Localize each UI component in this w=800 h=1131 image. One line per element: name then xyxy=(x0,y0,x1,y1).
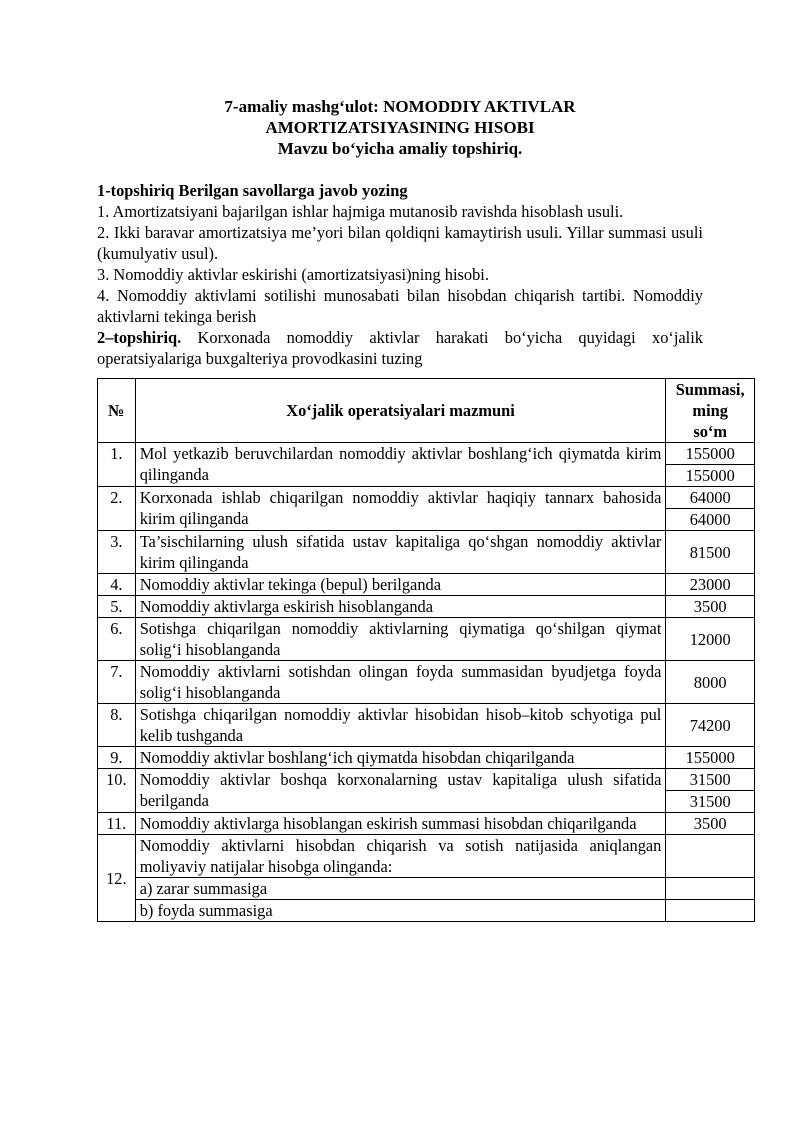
row-sum-credit: 31500 xyxy=(666,790,754,812)
table-row xyxy=(98,596,755,618)
task1-item-2: 2. Ikki baravar amortizatsiya me’yori bilan qoldiqni kamaytirish usuli. Yillar summasi usuli (kumulyativ usul). xyxy=(97,223,703,263)
table-row xyxy=(98,704,755,747)
row-sum xyxy=(666,835,755,878)
row-desc-sub-b: b) foyda summasiga xyxy=(135,900,666,922)
table-row xyxy=(98,878,755,900)
row-desc: Sotishga chiqarilgan nomoddiy aktivlarning qiymatiga qo‘shilgan qiymat solig‘i hisoblanganda xyxy=(135,618,666,661)
row-sum xyxy=(666,900,755,922)
header-sum xyxy=(666,379,755,443)
row-sum: 81500 xyxy=(666,531,755,574)
header-sum-line-1: Summasi, xyxy=(675,380,745,399)
table-row xyxy=(98,747,755,769)
operations-table xyxy=(97,378,755,922)
task1-heading: 1-topshiriq Berilgan savollarga javob yozing xyxy=(97,181,408,200)
operations-table-wrapper xyxy=(97,377,755,922)
row-no: 6. xyxy=(98,618,136,661)
row-desc: Nomoddiy aktivlar boshqa korxonalarning ustav kapitaliga ulush sifatida berilganda xyxy=(135,769,666,813)
row-no: 2. xyxy=(98,487,136,531)
row-desc: Sotishga chiqarilgan nomoddiy aktivlar hisobidan hisob–kitob schyotiga pul kelib tushganda xyxy=(135,704,666,747)
document-page xyxy=(97,96,703,369)
row-no: 7. xyxy=(98,661,136,704)
table-row xyxy=(98,487,755,531)
row-desc: Nomoddiy aktivlarni hisobdan chiqarish va sotish natijasida aniqlangan moliyaviy natijalar hisobga olinganda: xyxy=(135,835,666,878)
table-row xyxy=(98,769,755,813)
task2-text: Korxonada nomoddiy aktivlar harakati bo‘yicha quyidagi xo‘jalik operatsiyalariga buxgalteriya provodkasini tuzing xyxy=(97,328,703,368)
title-line-1: 7-amaliy mashg‘ulot: NOMODDIY AKTIVLAR xyxy=(224,97,576,116)
row-sum: 3500 xyxy=(666,596,755,618)
header-sum-line-3: so‘m xyxy=(693,422,728,441)
table-row xyxy=(98,618,755,661)
table-row xyxy=(98,661,755,704)
table-header-row xyxy=(98,379,755,443)
row-sum: 8000 xyxy=(666,661,755,704)
row-sum: 3500 xyxy=(666,813,755,835)
table-row xyxy=(98,531,755,574)
row-desc: Nomoddiy aktivlarni sotishdan olingan foyda summasidan byudjetga foyda solig‘i hisoblanganda xyxy=(135,661,666,704)
row-no: 1. xyxy=(98,443,136,487)
row-desc: Ta’sischilarning ulush sifatida ustav kapitaliga qo‘shgan nomoddiy aktivlar kirim qilinganda xyxy=(135,531,666,574)
row-no: 10. xyxy=(98,769,136,813)
table-row xyxy=(98,574,755,596)
row-sum-debit: 64000 xyxy=(689,488,731,507)
row-no: 9. xyxy=(98,747,136,769)
row-sum xyxy=(666,769,755,813)
row-desc: Nomoddiy aktivlarga eskirish hisoblanganda xyxy=(135,596,666,618)
row-sum: 23000 xyxy=(666,574,755,596)
row-no: 5. xyxy=(98,596,136,618)
row-sum xyxy=(666,878,755,900)
row-sum: 74200 xyxy=(666,704,755,747)
task2-heading: 2–topshiriq. xyxy=(97,328,182,347)
row-no: 3. xyxy=(98,531,136,574)
task1-item-1: 1. Amortizatsiyani bajarilgan ishlar hajmiga mutanosib ravishda hisoblash usuli. xyxy=(97,202,624,221)
row-no: 8. xyxy=(98,704,136,747)
row-desc: Korxonada ishlab chiqarilgan nomoddiy aktivlar haqiqiy tannarx bahosida kirim qilinganda xyxy=(135,487,666,531)
task2-paragraph xyxy=(97,327,703,369)
row-sum-credit: 64000 xyxy=(666,508,754,530)
row-sum: 155000 xyxy=(666,747,755,769)
table-row xyxy=(98,813,755,835)
header-sum-line-2: ming xyxy=(692,401,728,420)
row-desc-sub-a: a) zarar summasiga xyxy=(135,878,666,900)
row-sum xyxy=(666,487,755,531)
header-desc: Xo‘jalik operatsiyalari mazmuni xyxy=(135,379,666,443)
table-row xyxy=(98,835,755,878)
row-sum xyxy=(666,443,755,487)
row-no: 4. xyxy=(98,574,136,596)
row-desc: Mol yetkazib beruvchilardan nomoddiy aktivlar boshlang‘ich qiymatda kirim qilinganda xyxy=(135,443,666,487)
page-title xyxy=(97,96,703,159)
row-sum-debit: 155000 xyxy=(685,444,735,463)
title-line-2: AMORTIZATSIYASINING HISOBI xyxy=(265,118,535,137)
row-desc: Nomoddiy aktivlar tekinga (bepul) berilganda xyxy=(135,574,666,596)
task1-item-3: 3. Nomoddiy aktivlar eskirishi (amortizatsiyasi)ning hisobi. xyxy=(97,265,489,284)
row-desc: Nomoddiy aktivlarga hisoblangan eskirish summasi hisobdan chiqarilganda xyxy=(135,813,666,835)
title-line-3: Mavzu bo‘yicha amaliy topshiriq. xyxy=(277,139,523,158)
task1-item-4: 4. Nomoddiy aktivlami sotilishi munosabati bilan hisobdan chiqarish tartibi. Nomoddiy aktivlarni tekinga berish xyxy=(97,286,703,326)
table-row xyxy=(98,900,755,922)
row-no: 12. xyxy=(98,835,136,922)
table-row xyxy=(98,443,755,487)
row-desc: Nomoddiy aktivlar boshlang‘ich qiymatda hisobdan chiqarilganda xyxy=(135,747,666,769)
header-no: № xyxy=(98,379,136,443)
row-sum-debit: 31500 xyxy=(689,770,731,789)
row-sum-credit: 155000 xyxy=(666,464,754,486)
row-sum: 12000 xyxy=(666,618,755,661)
row-no: 11. xyxy=(98,813,136,835)
